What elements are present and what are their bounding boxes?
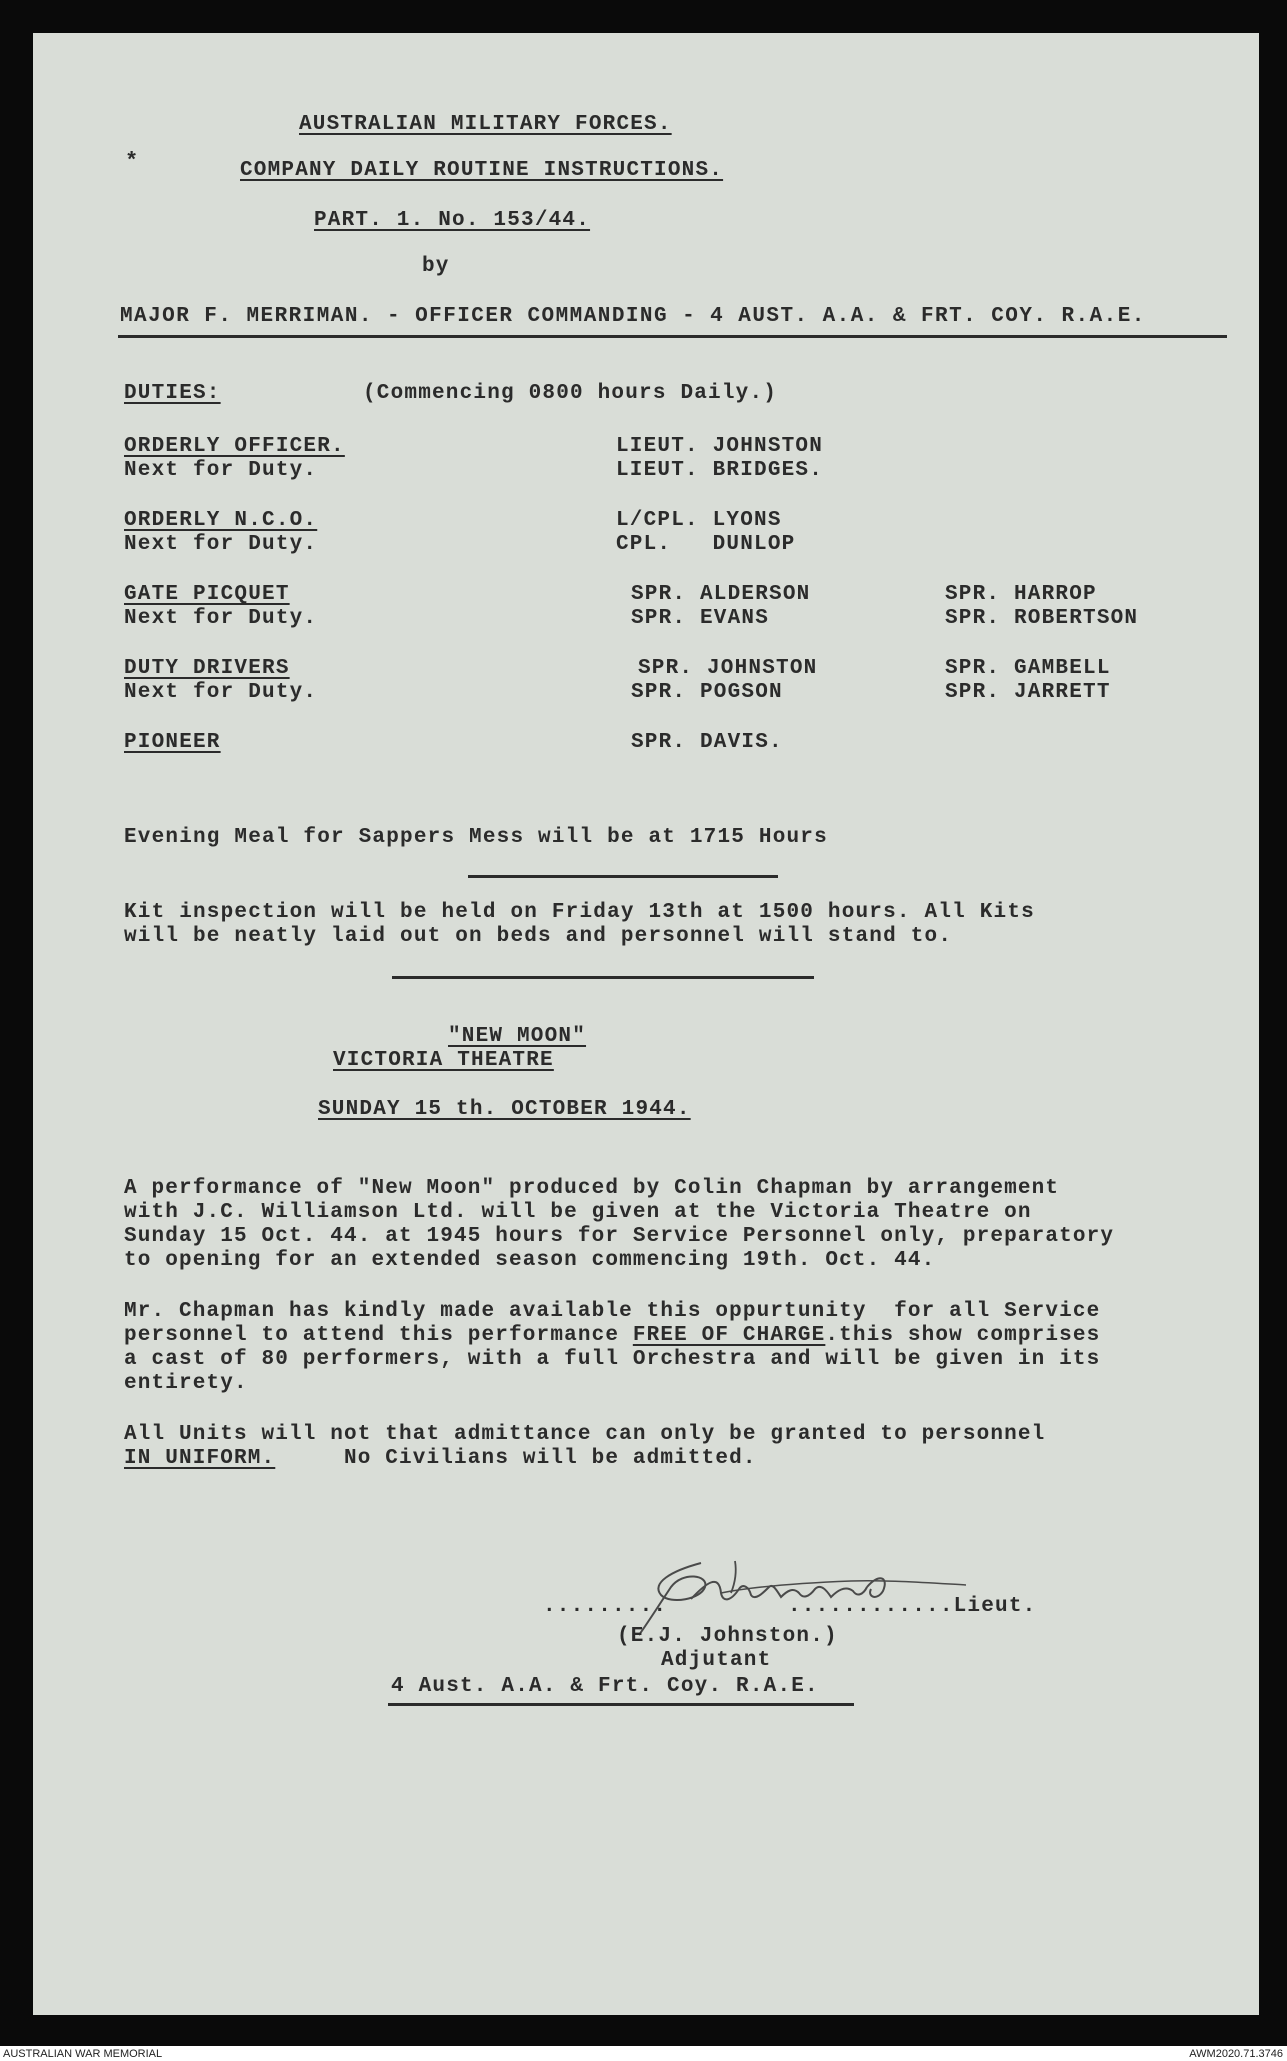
duty-label: Next for Duty. <box>124 681 318 704</box>
signature-rank: ............Lieut. <box>788 1595 1037 1618</box>
header-by: by <box>422 255 450 278</box>
duty-assignee: LIEUT. JOHNSTON <box>616 435 824 458</box>
duty-label: Next for Duty. <box>124 533 318 556</box>
duty-label: Next for Duty. <box>124 459 318 482</box>
duty-assignee: CPL. DUNLOP <box>616 533 796 556</box>
signatory-unit: 4 Aust. A.A. & Frt. Coy. R.A.E. <box>391 1675 819 1698</box>
event-para-line: with J.C. Williamson Ltd. will be given at the Victoria Theatre on <box>124 1201 1032 1224</box>
free-of-charge: FREE OF CHARGE <box>632 1324 826 1347</box>
event-para-line: A performance of "New Moon" produced by Colin Chapman by arrangement <box>124 1177 1060 1200</box>
duty-assignee: LIEUT. BRIDGES. <box>616 459 824 482</box>
signature-rule <box>388 1703 854 1706</box>
header-part-number: PART. 1. No. 153/44. <box>314 209 591 232</box>
duty-assignee: L/CPL. LYONS <box>616 509 782 532</box>
event-venue: VICTORIA THEATRE <box>333 1049 554 1072</box>
archive-reference: AWM2020.71.3746 <box>1189 2048 1283 2060</box>
event-para-line <box>124 1324 1100 1348</box>
duty-label: PIONEER <box>124 731 221 754</box>
event-para-line: a cast of 80 performers, with a full Orchestra and will be given in its <box>124 1348 1101 1371</box>
in-uniform: IN UNIFORM. <box>124 1447 276 1470</box>
text-run: No Civilians will be admitted. <box>275 1447 757 1470</box>
header-rule <box>118 335 1227 338</box>
signatory-name: (E.J. Johnston.) <box>617 1625 838 1648</box>
event-para-line <box>124 1447 757 1471</box>
divider-rule <box>392 976 814 979</box>
duty-assignee: SPR. EVANS <box>631 607 770 630</box>
duty-assignee: SPR. JOHNSTON <box>638 657 818 680</box>
divider-rule <box>468 875 778 878</box>
event-title: "NEW MOON" <box>448 1025 587 1048</box>
duty-assignee: SPR. POGSON <box>631 681 783 704</box>
header-commander: MAJOR F. MERRIMAN. - OFFICER COMMANDING - 4 AUST. A.A. & FRT. COY. R.A.E. <box>120 305 1146 328</box>
header-forces: AUSTRALIAN MILITARY FORCES. <box>299 113 672 136</box>
duty-assignee-2: SPR. JARRETT <box>945 681 1111 704</box>
event-para-line: All Units will not that admittance can only be granted to personnel <box>124 1423 1046 1446</box>
duty-label: Next for Duty. <box>124 607 318 630</box>
margin-mark: * <box>125 149 140 174</box>
text-run: .this show comprises <box>825 1324 1101 1347</box>
duty-assignee-2: SPR. ROBERTSON <box>945 607 1139 630</box>
event-para-line: Mr. Chapman has kindly made available this oppurtunity for all Service <box>124 1300 1101 1323</box>
duties-heading: DUTIES: <box>124 382 221 405</box>
event-para-line: entirety. <box>124 1372 248 1395</box>
archive-credit: AUSTRALIAN WAR MEMORIAL <box>3 2048 163 2060</box>
duty-assignee-2: SPR. HARROP <box>945 583 1097 606</box>
document-page <box>33 33 1259 2015</box>
event-para-line: to opening for an extended season commencing 19th. Oct. 44. <box>124 1249 936 1272</box>
duty-assignee-2: SPR. GAMBELL <box>945 657 1111 680</box>
duty-assignee: SPR. DAVIS. <box>631 731 783 754</box>
event-para-line: Sunday 15 Oct. 44. at 1945 hours for Service Personnel only, preparatory <box>124 1225 1115 1248</box>
duty-label: GATE PICQUET <box>124 583 290 606</box>
signatory-title: Adjutant <box>661 1649 772 1672</box>
duty-label: ORDERLY N.C.O. <box>124 509 318 532</box>
duties-note: (Commencing 0800 hours Daily.) <box>363 382 778 405</box>
meal-notice: Evening Meal for Sappers Mess will be at 1715 Hours <box>124 826 828 849</box>
text-run: personnel to attend this performance <box>124 1324 633 1347</box>
header-instructions: COMPANY DAILY ROUTINE INSTRUCTIONS. <box>240 159 724 182</box>
kit-notice-line: will be neatly laid out on beds and personnel will stand to. <box>124 925 953 948</box>
duty-label: ORDERLY OFFICER. <box>124 435 345 458</box>
event-date: SUNDAY 15 th. OCTOBER 1944. <box>318 1098 691 1121</box>
kit-notice-line: Kit inspection will be held on Friday 13th at 1500 hours. All Kits <box>124 901 1035 924</box>
signature-dots: ......... <box>543 1595 668 1618</box>
duty-label: DUTY DRIVERS <box>124 657 290 680</box>
duty-assignee: SPR. ALDERSON <box>631 583 811 606</box>
